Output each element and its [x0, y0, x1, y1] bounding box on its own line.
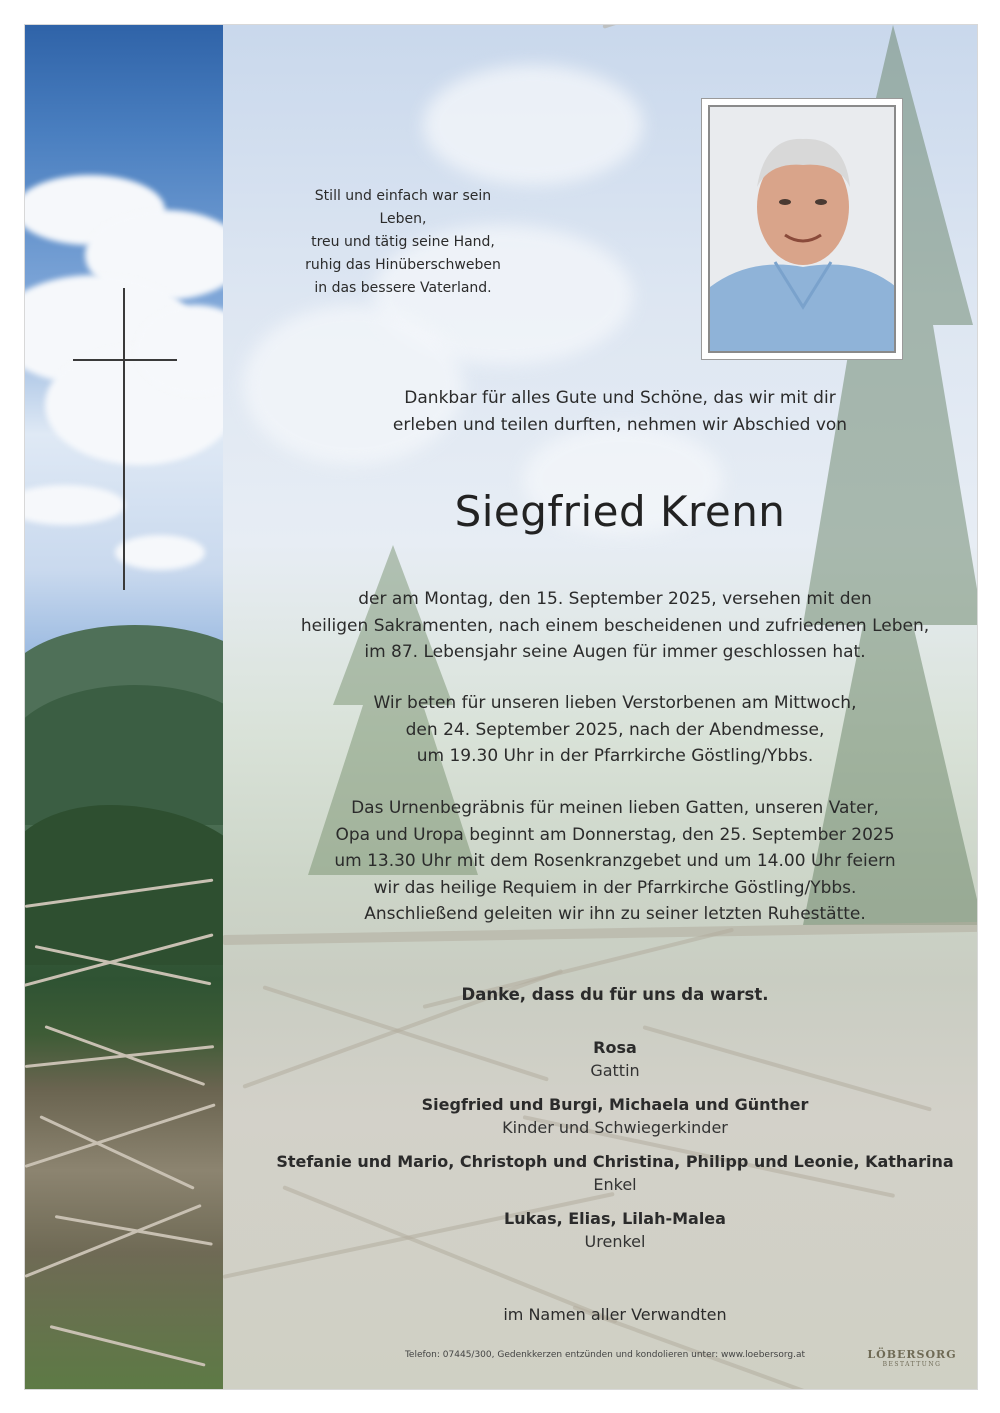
poem-line: ruhig das Hinüberschweben — [305, 257, 501, 273]
text-line: um 13.30 Uhr mit dem Rosenkranzgebet und um 14.00 Uhr feiern — [334, 851, 896, 871]
funeral-announcement — [265, 795, 965, 928]
text-line: Anschließend geleiten wir ihn zu seiner letzten Ruhestätte. — [364, 904, 866, 924]
cross-icon — [123, 288, 125, 590]
footer-contact: Telefon: 07445/300, Gedenkkerzen entzünden und kondolieren unter: www.loebersorg.at — [404, 1350, 806, 1360]
mourner-group — [265, 1149, 965, 1196]
funeral-home-logo — [867, 1348, 957, 1368]
logo-subtitle: BESTATTUNG — [882, 1361, 942, 1368]
mourners-list — [265, 1035, 965, 1263]
text-line: im 87. Lebensjahr seine Augen für immer geschlossen hat. — [364, 642, 866, 662]
text-line: Opa und Uropa beginnt am Donnerstag, den 25. September 2025 — [335, 824, 895, 845]
mourner-group — [265, 1092, 965, 1139]
text-line: der am Montag, den 15. September 2025, versehen mit den — [358, 589, 872, 609]
portrait-photo — [701, 98, 903, 360]
text-line: heiligen Sakramenten, nach einem bescheidenen und zufriedenen Leben, — [300, 615, 930, 636]
on-behalf-line: im Namen aller Verwandten — [503, 1305, 727, 1324]
poem-line: in das bessere Vaterland. — [314, 280, 492, 296]
mourner-relation: Enkel — [593, 1175, 637, 1194]
landscape-photo-strip — [25, 25, 223, 1389]
logo-name: LÖBERSORG — [867, 1348, 957, 1361]
poem — [303, 185, 503, 300]
mourner-names: Siegfried und Burgi, Michaela und Günther — [421, 1095, 809, 1114]
poem-line: Still und einfach war sein Leben, — [314, 188, 492, 227]
mourner-group — [265, 1206, 965, 1253]
mourner-names: Rosa — [593, 1038, 637, 1057]
poem-line: treu und tätig seine Hand, — [311, 234, 495, 250]
text-line: wir das heilige Requiem in der Pfarrkirche Göstling/Ybbs. — [373, 877, 857, 898]
closing-thanks: Danke, dass du für uns da warst. — [461, 985, 769, 1004]
mourner-names: Stefanie und Mario, Christoph und Christina, Philipp und Leonie, Katharina — [276, 1152, 954, 1171]
prayer-announcement — [265, 690, 965, 770]
mourner-relation: Kinder und Schwiegerkinder — [502, 1118, 728, 1137]
death-announcement — [265, 586, 965, 666]
cross-icon-bar — [73, 359, 177, 361]
text-line: Das Urnenbegräbnis für meinen lieben Gatten, unseren Vater, — [351, 798, 879, 818]
obituary-frame — [24, 24, 978, 1390]
text-line: um 19.30 Uhr in der Pfarrkirche Göstling/Ybbs. — [416, 746, 814, 766]
intro-line: erleben und teilen durften, nehmen wir Abschied von — [392, 415, 848, 435]
deceased-name: Siegfried Krenn — [454, 487, 786, 536]
text-line: Wir beten für unseren lieben Verstorbenen am Mittwoch, — [373, 693, 857, 713]
mourner-relation: Gattin — [590, 1061, 640, 1080]
mourner-names: Lukas, Elias, Lilah-Malea — [504, 1209, 726, 1228]
mourner-relation: Urenkel — [584, 1232, 646, 1251]
intro-line: Dankbar für alles Gute und Schöne, das wir mit dir — [404, 388, 836, 408]
intro-text — [325, 385, 915, 439]
mourner-group — [265, 1035, 965, 1082]
text-line: den 24. September 2025, nach der Abendmesse, — [405, 719, 825, 740]
